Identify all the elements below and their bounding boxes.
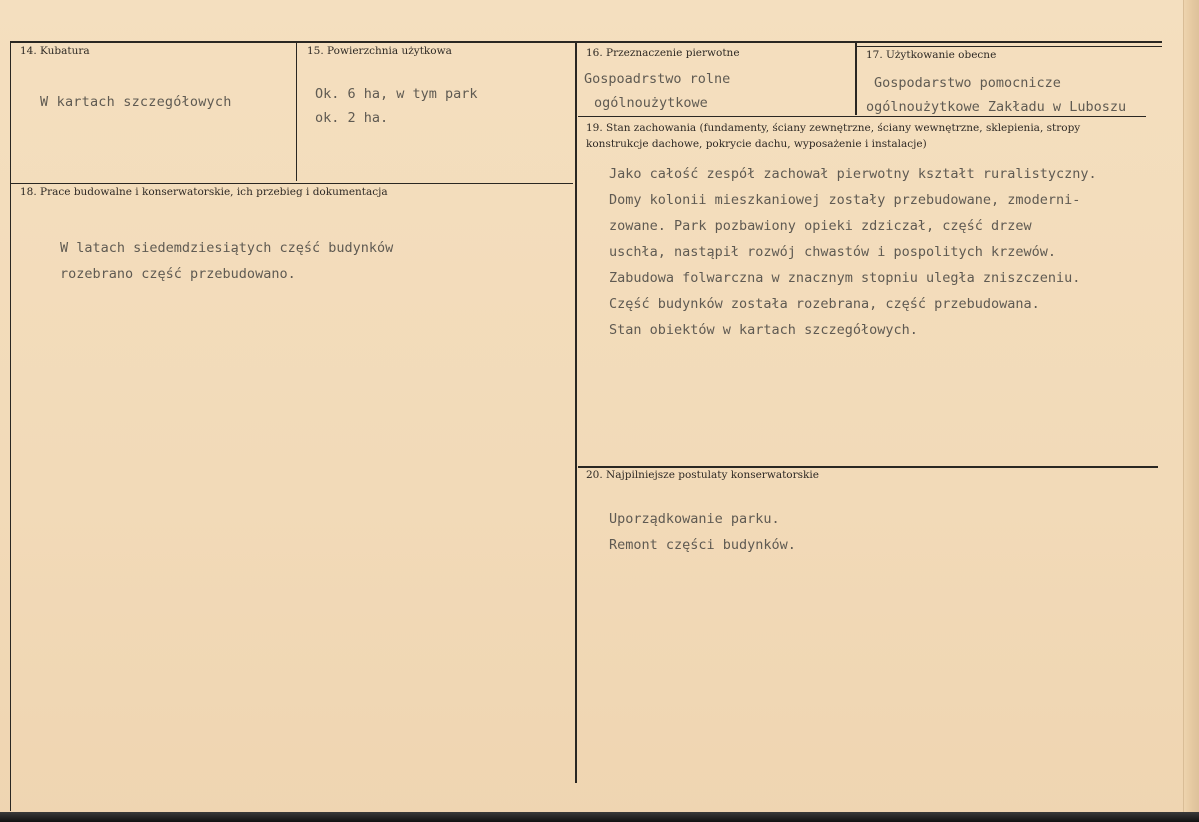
field-19-line-5: Zabudowa folwarczna w znacznym stopniu uległa zniszczeniu. xyxy=(609,270,1081,286)
field-17-value xyxy=(866,75,1126,123)
field-16-label: 16. Przeznaczenie pierwotne xyxy=(586,47,740,59)
rule-20-top xyxy=(578,466,1158,468)
divider-14-15 xyxy=(296,41,297,181)
rule-18-top xyxy=(10,183,573,184)
field-19-label-line-1: 19. Stan zachowania (fundamenty, ściany zewnętrzne, ściany wewnętrzne, sklepienia, stropy xyxy=(586,122,1081,134)
field-18-line-2: rozebrano część przebudowano. xyxy=(60,266,296,282)
field-17-label: 17. Użytkowanie obecne xyxy=(866,49,997,61)
field-19-line-3: zowane. Park pozbawiony opieki zdziczał, część drzew xyxy=(609,218,1032,234)
left-border xyxy=(10,41,11,811)
field-15-line-2: ok. 2 ha. xyxy=(315,110,389,126)
field-14-value: W kartach szczegółowych xyxy=(40,94,232,110)
field-19-label xyxy=(586,120,1080,152)
field-14-label: 14. Kubatura xyxy=(20,45,90,57)
field-17-line-1: Gospodarstwo pomocnicze xyxy=(874,75,1061,91)
field-19-line-6: Część budynków została rozebrana, część przebudowana. xyxy=(609,296,1040,312)
field-20-line-2: Remont części budynków. xyxy=(609,537,796,553)
divider-center xyxy=(575,41,577,783)
field-16-value xyxy=(584,71,730,119)
scan-bottom-edge xyxy=(0,812,1199,822)
field-19-label-line-2: konstrukcje dachowe, pokrycie dachu, wyposażenie i instalacje) xyxy=(586,138,927,150)
field-20-label: 20. Najpilniejsze postulaty konserwatorskie xyxy=(586,469,819,481)
field-20-value xyxy=(609,511,796,563)
card-right-edge xyxy=(1183,0,1199,812)
field-15-value xyxy=(315,86,478,134)
field-16-line-1: Gospoadrstwo rolne xyxy=(584,71,731,87)
field-15-label: 15. Powierzchnia użytkowa xyxy=(307,45,452,57)
rule-row1-right xyxy=(855,46,1162,47)
divider-16-17 xyxy=(855,41,857,115)
field-17-line-2: ogólnoużytkowe Zakładu w Luboszu xyxy=(866,99,1127,115)
field-18-label: 18. Prace budowalne i konserwatorskie, ich przebieg i dokumentacja xyxy=(20,186,388,198)
field-19-value xyxy=(609,166,1097,348)
top-rule xyxy=(10,41,1162,43)
field-19-line-7: Stan obiektów w kartach szczegółowych. xyxy=(609,322,918,338)
field-18-line-1: W latach siedemdziesiątych część budynków xyxy=(60,240,394,256)
field-15-line-1: Ok. 6 ha, w tym park xyxy=(315,86,478,102)
field-19-line-2: Domy kolonii mieszkaniowej zostały przebudowane, zmoderni- xyxy=(609,192,1081,208)
field-19-line-1: Jako całość zespół zachował pierwotny kształt ruralistyczny. xyxy=(609,166,1097,182)
field-20-line-1: Uporządkowanie parku. xyxy=(609,511,780,527)
field-18-value xyxy=(60,240,393,292)
field-16-line-2: ogólnoużytkowe xyxy=(594,95,708,111)
field-19-line-4: uschła, nastąpił rozwój chwastów i pospolitych krzewów. xyxy=(609,244,1057,260)
